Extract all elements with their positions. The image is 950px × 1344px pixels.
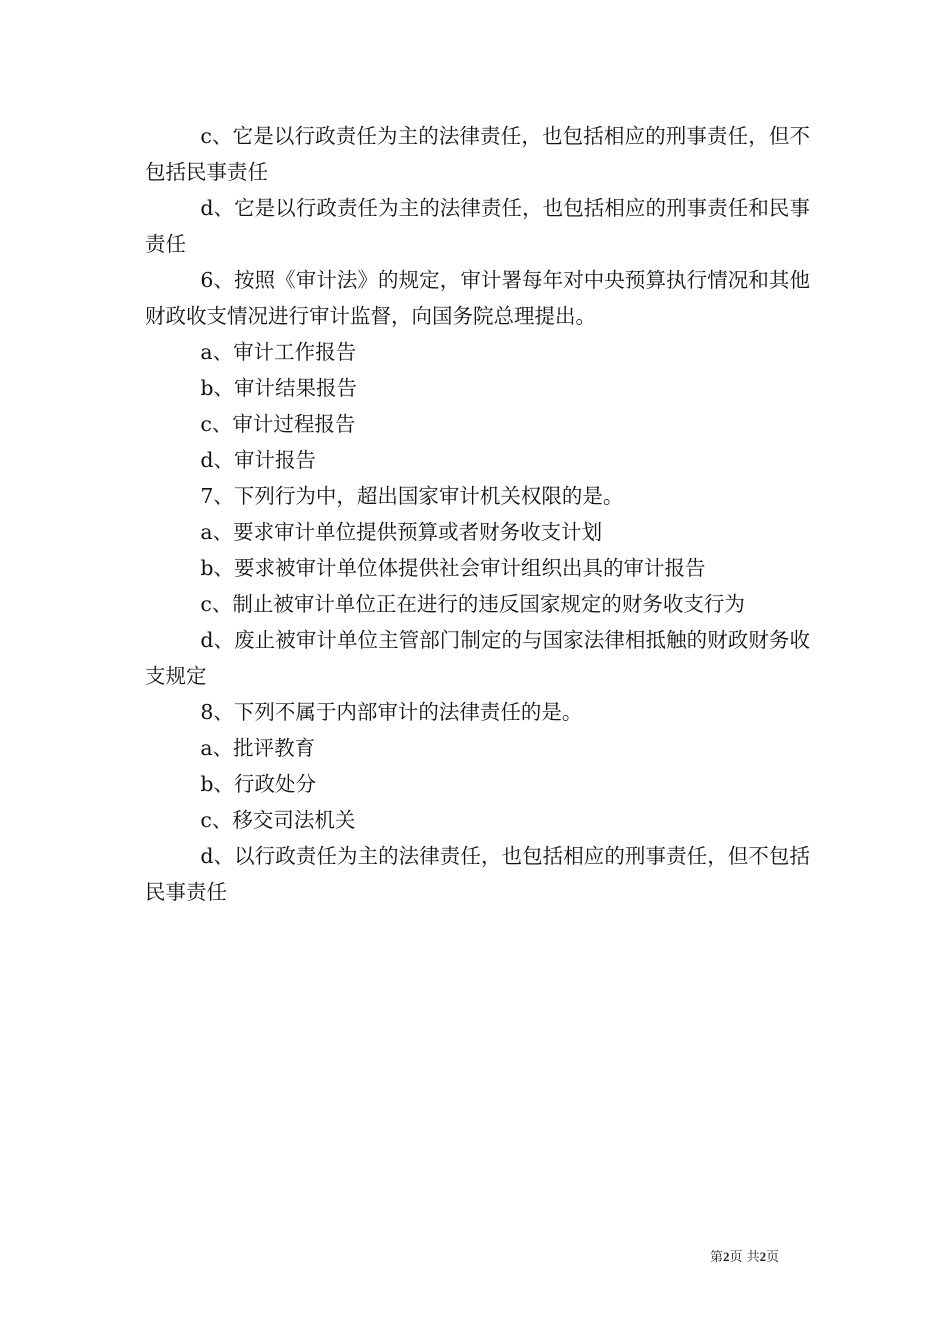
document-body: [145, 118, 810, 910]
option-c-q8: c、移交司法机关: [200, 808, 356, 832]
question-6: 6、按照《审计法》的规定，审计署每年对中央预算执行情况和其他财政收支情况进行审计监督，向国务院总理提出。: [145, 268, 810, 328]
footer-suffix: 页: [766, 1250, 780, 1265]
option-c-q6: c、审计过程报告: [200, 412, 356, 436]
option-c-q7: c、制止被审计单位正在进行的违反国家规定的财务收支行为: [200, 592, 745, 616]
option-d-q7: d、废止被审计单位主管部门制定的与国家法律相抵触的财政财务收支规定: [145, 628, 810, 688]
option-d-q5: d、它是以行政责任为主的法律责任，也包括相应的刑事责任和民事责任: [145, 196, 810, 256]
footer-current-page: 2: [723, 1249, 730, 1264]
option-b-q6: b、审计结果报告: [200, 376, 357, 400]
option-b-q7: b、要求被审计单位体提供社会审计组织出具的审计报告: [200, 556, 706, 580]
footer-total-pages: 2: [759, 1249, 767, 1264]
option-d-q6: d、审计报告: [200, 448, 316, 472]
option-b-q8: b、行政处分: [200, 772, 316, 796]
footer-middle: 页 共: [729, 1250, 760, 1265]
question-7: 7、下列行为中，超出国家审计机关权限的是。: [200, 484, 624, 508]
question-8: 8、下列不属于内部审计的法律责任的是。: [200, 700, 583, 724]
footer-prefix: 第: [710, 1250, 724, 1265]
option-a-q8: a、批评教育: [200, 736, 316, 760]
page-number-footer: [710, 1246, 779, 1265]
option-d-q8: d、以行政责任为主的法律责任，也包括相应的刑事责任，但不包括民事责任: [145, 844, 810, 904]
option-a-q6: a、审计工作报告: [200, 340, 357, 364]
option-c-q5: c、它是以行政责任为主的法律责任，也包括相应的刑事责任，但不包括民事责任: [145, 124, 810, 184]
option-a-q7: a、要求审计单位提供预算或者财务收支计划: [200, 520, 603, 544]
